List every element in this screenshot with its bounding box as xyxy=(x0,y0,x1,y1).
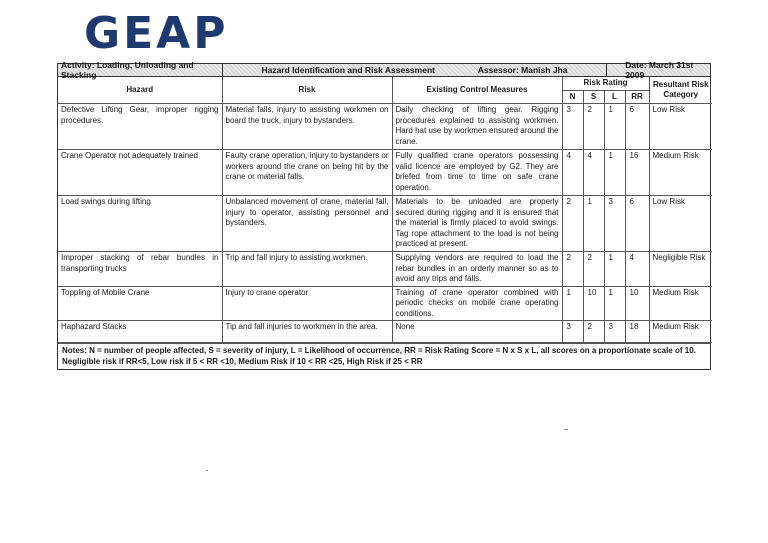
hazard-table xyxy=(58,77,712,343)
rr-cell: 4 xyxy=(625,252,649,287)
controls-cell: None xyxy=(392,321,562,343)
risk-cell: Material falls, injury to assisting workmen on board the truck, injury to bystanders. xyxy=(222,104,392,150)
hazard-cell: Crane Operator not adequately trained xyxy=(58,150,222,196)
n-cell: 2 xyxy=(562,196,583,252)
n-cell: 3 xyxy=(562,104,583,150)
category-cell: Medium Risk xyxy=(649,321,712,343)
s-header: S xyxy=(583,90,604,104)
hazard-cell: Haphazard Stacks xyxy=(58,321,222,343)
table-row xyxy=(58,196,712,252)
controls-header: Existing Control Measures xyxy=(392,77,562,104)
table-row xyxy=(58,286,712,321)
company-logo: GEAP xyxy=(84,8,229,59)
controls-cell: Materials to be unloaded are properly secured during rigging and it is ensured that the material is firmly placed to avoid swings. Tag rope attachment to the load is not being practiced at present. xyxy=(392,196,562,252)
hazard-cell: Improper stacking of rebar bundles in transporting trucks xyxy=(58,252,222,287)
l-cell: 1 xyxy=(604,150,625,196)
table-row xyxy=(58,252,712,287)
controls-cell: Daily checking of lifting gear. Rigging procedures explained to assisting workmen. Hard hat use by workmen ensured around the crane. xyxy=(392,104,562,150)
rr-cell: 18 xyxy=(625,321,649,343)
hazard-cell: Toppling of Mobile Crane xyxy=(58,286,222,321)
activity-label: Activity: Loading, Unloading and Stacking xyxy=(58,64,223,76)
notes-line: Negligible risk if RR<5, Low risk if 5 < RR <10, Medium Risk if 10 < RR <25, High Risk if 25 < RR xyxy=(62,356,423,366)
header-banner xyxy=(58,60,710,80)
controls-cell: Training of crane operator combined with periodic checks on mobile crane operating conditions. xyxy=(392,286,562,321)
n-cell: 3 xyxy=(562,321,583,343)
risk-cell: Faulty crane operation, injury to bystanders or workers around the crane on being hit by the crane or material falls. xyxy=(222,150,392,196)
l-cell: 1 xyxy=(604,252,625,287)
s-cell: 1 xyxy=(583,196,604,252)
notes-line: Notes: N = number of people affected, S = severity of injury, L = Likelihood of occurrence, RR = Risk Rating Score = N x S x L, all scores on a proportionate scale of 10. xyxy=(62,346,696,355)
table-row xyxy=(58,321,712,343)
l-cell: 3 xyxy=(604,196,625,252)
n-header: N xyxy=(562,90,583,104)
n-cell: 4 xyxy=(562,150,583,196)
date-label: Date: March 31st 2009 xyxy=(625,60,694,80)
risk-cell: Trip and fall injury to assisting workmen. xyxy=(222,252,392,287)
risk-cell: Injury to crane operator xyxy=(222,286,392,321)
risk-cell: Unbalanced movement of crane, material fall, injury to operator, assisting personnel and bystanders. xyxy=(222,196,392,252)
category-cell: Negligible Risk xyxy=(649,252,712,287)
risk-assessment-sheet xyxy=(57,60,711,370)
controls-cell: Fully qualified crane operators possessing valid licence are employed by G2. They are briefed from time to time on safe crane operation. xyxy=(392,150,562,196)
rr-cell: 10 xyxy=(625,286,649,321)
l-cell: 3 xyxy=(604,321,625,343)
scan-speck xyxy=(564,429,568,430)
table-row xyxy=(58,104,712,150)
n-cell: 1 xyxy=(562,286,583,321)
rr-header: RR xyxy=(625,90,649,104)
s-cell: 10 xyxy=(583,286,604,321)
rr-cell: 6 xyxy=(625,196,649,252)
hazard-cell: Load swings during lifting xyxy=(58,196,222,252)
hazard-header: Hazard xyxy=(58,77,222,104)
risk-cell: Tip and fall injuries to workmen in the area. xyxy=(222,321,392,343)
scan-speck xyxy=(206,470,208,471)
l-cell: 1 xyxy=(604,104,625,150)
n-cell: 2 xyxy=(562,252,583,287)
rr-cell: 16 xyxy=(625,150,649,196)
category-cell: Medium Risk xyxy=(649,286,712,321)
rr-cell: 6 xyxy=(625,104,649,150)
s-cell: 2 xyxy=(583,321,604,343)
category-cell: Low Risk xyxy=(649,104,712,150)
hazard-cell: Defective Lifting Gear, improper rigging procedures. xyxy=(58,104,222,150)
assessor-label: Assessor: Manish Jha xyxy=(478,64,608,76)
l-header: L xyxy=(604,90,625,104)
risk-header: Risk xyxy=(222,77,392,104)
category-cell: Low Risk xyxy=(649,196,712,252)
l-cell: 1 xyxy=(604,286,625,321)
category-cell: Medium Risk xyxy=(649,150,712,196)
category-header: Resultant Risk Category xyxy=(649,77,712,104)
notes-section xyxy=(58,343,710,369)
table-row xyxy=(58,150,712,196)
document-title: Hazard Identification and Risk Assessment xyxy=(261,65,435,75)
risk-rating-header: Risk Rating xyxy=(562,77,649,90)
controls-cell: Supplying vendors are required to load the rebar bundles in an orderly manner so as to avoid any trips and falls. xyxy=(392,252,562,287)
s-cell: 4 xyxy=(583,150,604,196)
s-cell: 2 xyxy=(583,252,604,287)
s-cell: 2 xyxy=(583,104,604,150)
